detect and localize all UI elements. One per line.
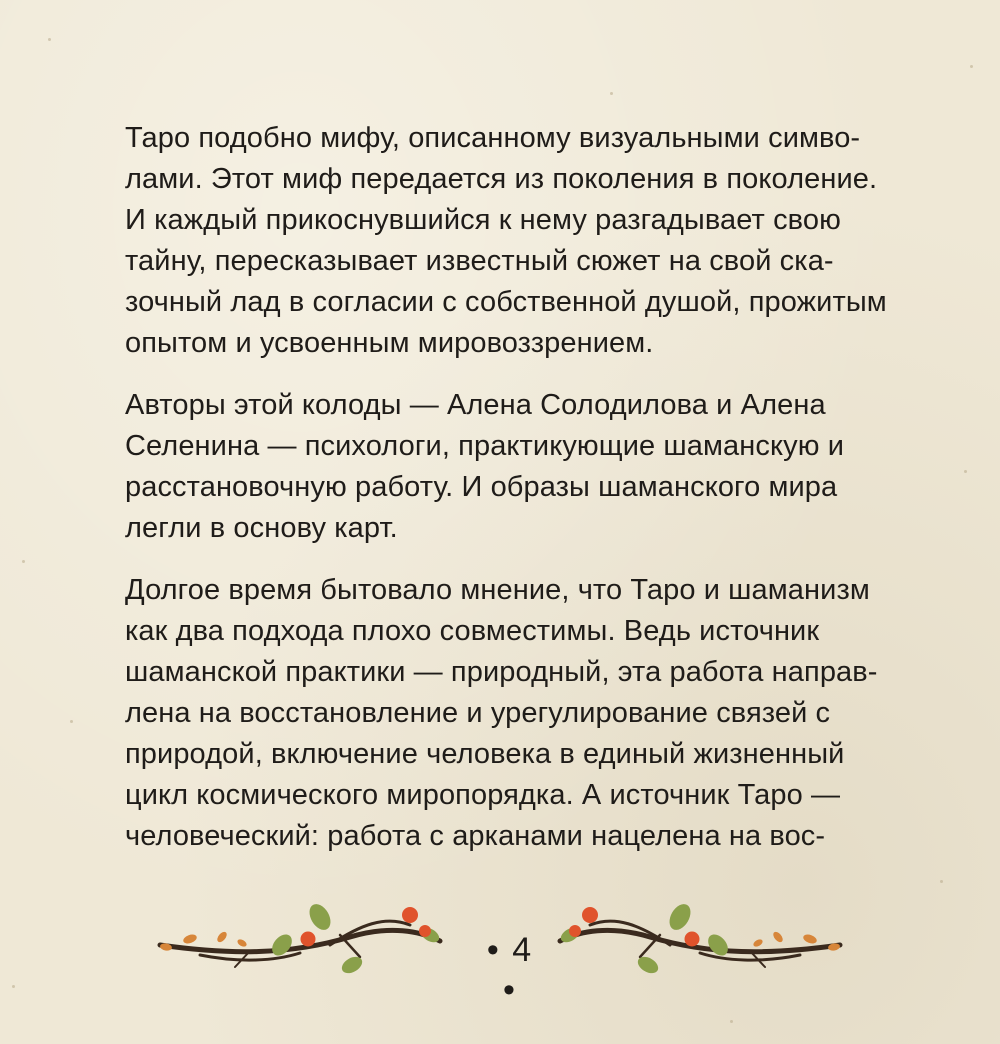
body-text	[125, 118, 925, 878]
paper-speck	[730, 1020, 733, 1023]
text-line: Долгое время бытовало мнение, что Таро и шаманизм	[125, 574, 870, 606]
branch-left-icon	[159, 900, 441, 976]
text-line: Селенина — психологи, практикующие шаманскую и	[125, 430, 845, 462]
text-line: Авторы этой колоды — Алена Солодилова и Алена	[125, 389, 826, 421]
page-number: • 4 •	[486, 931, 534, 1009]
paragraph-3	[125, 570, 925, 857]
text-line: человеческий: работа с арканами нацелена на вос-	[125, 820, 826, 852]
paper-speck	[964, 470, 967, 473]
paper-speck	[48, 38, 51, 41]
text-line: опытом и усвоенным мировоззрением.	[125, 327, 654, 359]
text-line: тайну, пересказывает известный сюжет на свой ска-	[125, 245, 834, 277]
text-line: природой, включение человека в единый жизненный	[125, 738, 845, 770]
text-line: лами. Этот миф передается из поколения в поколение.	[125, 163, 878, 195]
paper-speck	[970, 65, 973, 68]
paper-speck	[22, 560, 25, 563]
paper-speck	[610, 92, 613, 95]
text-line: И каждый прикоснувшийся к нему разгадывает свою	[125, 204, 841, 236]
text-line: расстановочную работу. И образы шаманского мира	[125, 471, 838, 503]
text-line: легли в основу карт.	[125, 512, 398, 544]
text-line: как два подхода плохо совместимы. Ведь источник	[125, 615, 820, 647]
paragraph-1	[125, 118, 925, 364]
branch-right-icon	[558, 900, 840, 976]
paper-speck	[940, 880, 943, 883]
paragraph-2	[125, 385, 925, 549]
text-line: лена на восстановление и урегулирование связей с	[125, 697, 831, 729]
text-line: зочный лад в согласии с собственной душой, прожитым	[125, 286, 887, 318]
text-line: шаманской практики — природный, эта работа направ-	[125, 656, 878, 688]
paper-speck	[70, 720, 73, 723]
text-line: Таро подобно мифу, описанному визуальными симво-	[125, 122, 861, 154]
text-line: цикл космического миропорядка. А источник Таро —	[125, 779, 841, 811]
